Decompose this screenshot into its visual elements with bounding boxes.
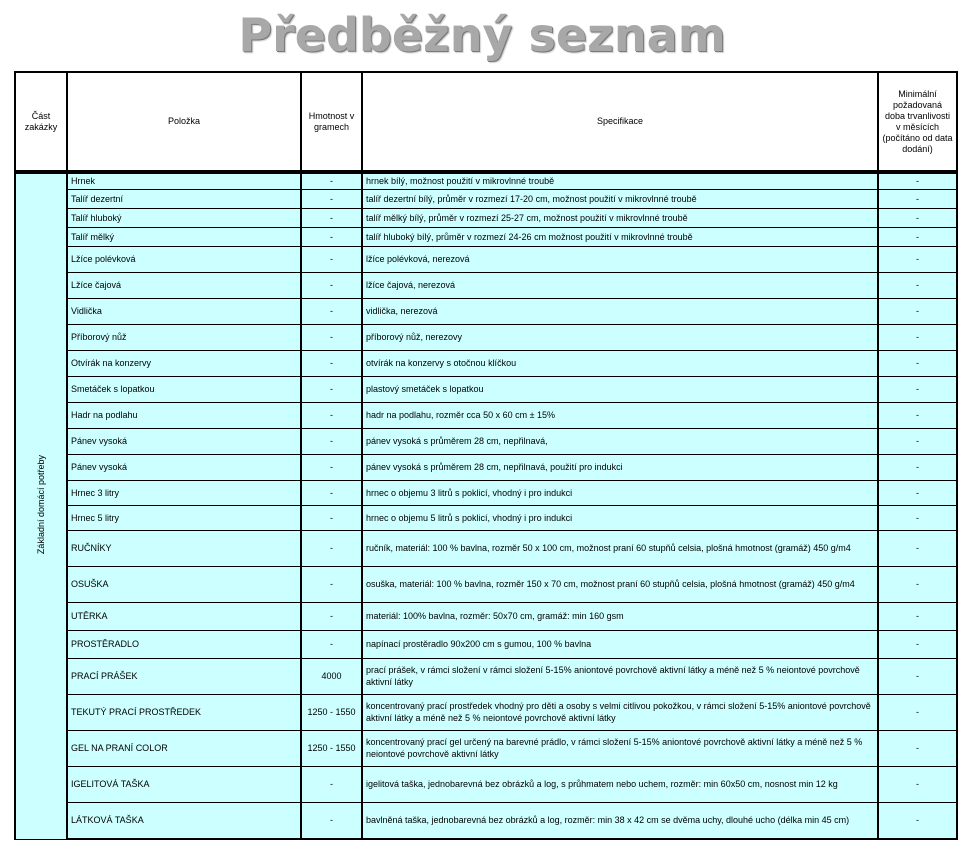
item-cell: Lžíce čajová: [67, 272, 301, 298]
category-cell: [15, 172, 67, 839]
item-cell: Hrnek: [67, 172, 301, 189]
item-cell: Talíř mělký: [67, 227, 301, 246]
item-cell: PRACÍ PRÁŠEK: [67, 658, 301, 694]
table-row: [15, 272, 957, 298]
table-row: [15, 694, 957, 730]
spec-cell: plastový smetáček s lopatkou: [362, 376, 878, 402]
duration-cell: -: [878, 172, 957, 189]
spec-cell: pánev vysoká s průměrem 28 cm, nepřilnavá,: [362, 428, 878, 454]
item-cell: Hadr na podlahu: [67, 402, 301, 428]
duration-cell: -: [878, 530, 957, 566]
weight-cell: -: [301, 189, 362, 208]
table-row: [15, 802, 957, 839]
table-row: [15, 658, 957, 694]
item-cell: Příborový nůž: [67, 324, 301, 350]
duration-cell: -: [878, 730, 957, 766]
table-row: [15, 480, 957, 505]
table-row: [15, 189, 957, 208]
duration-cell: -: [878, 428, 957, 454]
duration-cell: -: [878, 630, 957, 658]
table-row: [15, 324, 957, 350]
spec-cell: koncentrovaný prací prostředek vhodný pro děti a osoby s velmi citlivou pokožkou, v rámci složení 5-15% aniontové povrchově aktivní látky a méně než 5 % neiontové povrchově aktivní látky: [362, 694, 878, 730]
table-body: [15, 172, 957, 839]
spec-cell: koncentrovaný prací gel určený na barevné prádlo, v rámci složení 5-15% aniontové povrchově aktivní látky a méně než 5 % neiontové povrchově aktivní látky: [362, 730, 878, 766]
duration-cell: -: [878, 208, 957, 227]
spec-cell: vidlička, nerezová: [362, 298, 878, 324]
duration-cell: -: [878, 658, 957, 694]
item-cell: Smetáček s lopatkou: [67, 376, 301, 402]
header-spec: Specifikace: [362, 72, 878, 172]
table-row: [15, 402, 957, 428]
category-label: Základní domácí potřeby: [36, 455, 46, 555]
items-table: [14, 71, 958, 840]
duration-cell: -: [878, 272, 957, 298]
duration-cell: -: [878, 246, 957, 272]
table-row: [15, 530, 957, 566]
table-row: [15, 350, 957, 376]
spec-cell: osuška, materiál: 100 % bavlna, rozměr 150 x 70 cm, možnost praní 60 stupňů celsia, plošná hmotnost (gramáž) 450 g/m4: [362, 566, 878, 602]
header-part: Část zakázky: [15, 72, 67, 172]
item-cell: UTĚRKA: [67, 602, 301, 630]
item-cell: Pánev vysoká: [67, 454, 301, 480]
duration-cell: -: [878, 298, 957, 324]
spec-cell: talíř hluboký bílý, průměr v rozmezí 24-26 cm možnost použití v mikrovlnné troubě: [362, 227, 878, 246]
weight-cell: -: [301, 602, 362, 630]
duration-cell: -: [878, 324, 957, 350]
spec-cell: materiál: 100% bavlna, rozměr: 50x70 cm, gramáž: min 160 gsm: [362, 602, 878, 630]
item-cell: Hrnec 5 litry: [67, 505, 301, 530]
duration-cell: -: [878, 454, 957, 480]
item-cell: Otvírák na konzervy: [67, 350, 301, 376]
spec-cell: lžíce polévková, nerezová: [362, 246, 878, 272]
spec-cell: lžíce čajová, nerezová: [362, 272, 878, 298]
page-title: Předběžný seznam: [238, 8, 726, 62]
item-cell: LÁTKOVÁ TAŠKA: [67, 802, 301, 839]
header-item: Položka: [67, 72, 301, 172]
spec-cell: hadr na podlahu, rozměr cca 50 x 60 cm ± 15%: [362, 402, 878, 428]
weight-cell: -: [301, 454, 362, 480]
spec-cell: prací prášek, v rámci složení v rámci složení 5-15% aniontové povrchově aktivní látky a méně než 5 % neiontové povrchově aktivní látky: [362, 658, 878, 694]
table-row: [15, 730, 957, 766]
item-cell: Vidlička: [67, 298, 301, 324]
item-cell: Talíř hluboký: [67, 208, 301, 227]
spec-cell: napínací prostěradlo 90x200 cm s gumou, 100 % bavlna: [362, 630, 878, 658]
duration-cell: -: [878, 189, 957, 208]
item-cell: IGELITOVÁ TAŠKA: [67, 766, 301, 802]
item-cell: Lžíce polévková: [67, 246, 301, 272]
weight-cell: 1250 - 1550: [301, 730, 362, 766]
item-cell: PROSTĚRADLO: [67, 630, 301, 658]
weight-cell: -: [301, 505, 362, 530]
duration-cell: -: [878, 402, 957, 428]
header-row: [15, 72, 957, 172]
table-row: [15, 428, 957, 454]
header-duration: Minimální požadovaná doba trvanlivosti v měsících (počítáno od data dodání): [878, 72, 957, 172]
spec-cell: ručník, materiál: 100 % bavlna, rozměr 50 x 100 cm, možnost praní 60 stupňů celsia, plošná hmotnost (gramáž) 450 g/m4: [362, 530, 878, 566]
table-row: [15, 172, 957, 189]
weight-cell: -: [301, 402, 362, 428]
duration-cell: -: [878, 376, 957, 402]
item-cell: TEKUTÝ PRACÍ PROSTŘEDEK: [67, 694, 301, 730]
table-row: [15, 505, 957, 530]
table-row: [15, 246, 957, 272]
duration-cell: -: [878, 566, 957, 602]
spec-cell: příborový nůž, nerezovy: [362, 324, 878, 350]
item-cell: Pánev vysoká: [67, 428, 301, 454]
duration-cell: -: [878, 802, 957, 839]
duration-cell: -: [878, 766, 957, 802]
table-row: [15, 566, 957, 602]
weight-cell: -: [301, 630, 362, 658]
spec-cell: bavlněná taška, jednobarevná bez obrázků a log, rozměr: min 38 x 42 cm se dvěma uchy, dlouhé ucho (délka min 45 cm): [362, 802, 878, 839]
weight-cell: -: [301, 802, 362, 839]
table-row: [15, 602, 957, 630]
table-row: [15, 376, 957, 402]
spec-cell: hrnec o objemu 3 litrů s poklicí, vhodný i pro indukci: [362, 480, 878, 505]
weight-cell: -: [301, 324, 362, 350]
item-cell: GEL NA PRANÍ COLOR: [67, 730, 301, 766]
table-row: [15, 454, 957, 480]
duration-cell: -: [878, 505, 957, 530]
weight-cell: -: [301, 272, 362, 298]
table-row: [15, 208, 957, 227]
weight-cell: -: [301, 428, 362, 454]
weight-cell: -: [301, 766, 362, 802]
duration-cell: -: [878, 350, 957, 376]
duration-cell: -: [878, 480, 957, 505]
weight-cell: -: [301, 246, 362, 272]
table-row: [15, 630, 957, 658]
spec-cell: talíř mělký bílý, průměr v rozmezí 25-27 cm, možnost použití v mikrovlnné troubě: [362, 208, 878, 227]
weight-cell: -: [301, 480, 362, 505]
item-cell: Talíř dezertní: [67, 189, 301, 208]
weight-cell: -: [301, 530, 362, 566]
duration-cell: -: [878, 602, 957, 630]
header-weight: Hmotnost v gramech: [301, 72, 362, 172]
table-row: [15, 766, 957, 802]
weight-cell: -: [301, 227, 362, 246]
table-row: [15, 227, 957, 246]
weight-cell: -: [301, 208, 362, 227]
spec-cell: hrnec o objemu 5 litrů s poklicí, vhodný i pro indukci: [362, 505, 878, 530]
table-row: [15, 298, 957, 324]
weight-cell: -: [301, 298, 362, 324]
spec-cell: pánev vysoká s průměrem 28 cm, nepřilnavá, použití pro indukci: [362, 454, 878, 480]
item-cell: Hrnec 3 litry: [67, 480, 301, 505]
duration-cell: -: [878, 694, 957, 730]
weight-cell: 1250 - 1550: [301, 694, 362, 730]
spec-cell: talíř dezertní bílý, průměr v rozmezí 17-20 cm, možnost použití v mikrovlnné troubě: [362, 189, 878, 208]
weight-cell: -: [301, 172, 362, 189]
spec-cell: otvírák na konzervy s otočnou klíčkou: [362, 350, 878, 376]
weight-cell: -: [301, 376, 362, 402]
spec-cell: hrnek bílý, možnost použití v mikrovlnné troubě: [362, 172, 878, 189]
duration-cell: -: [878, 227, 957, 246]
item-cell: OSUŠKA: [67, 566, 301, 602]
weight-cell: -: [301, 566, 362, 602]
weight-cell: 4000: [301, 658, 362, 694]
item-cell: RUČNÍKY: [67, 530, 301, 566]
weight-cell: -: [301, 350, 362, 376]
spec-cell: igelitová taška, jednobarevná bez obrázků a log, s průhmatem nebo uchem, rozměr: min 60x50 cm, nosnost min 12 kg: [362, 766, 878, 802]
